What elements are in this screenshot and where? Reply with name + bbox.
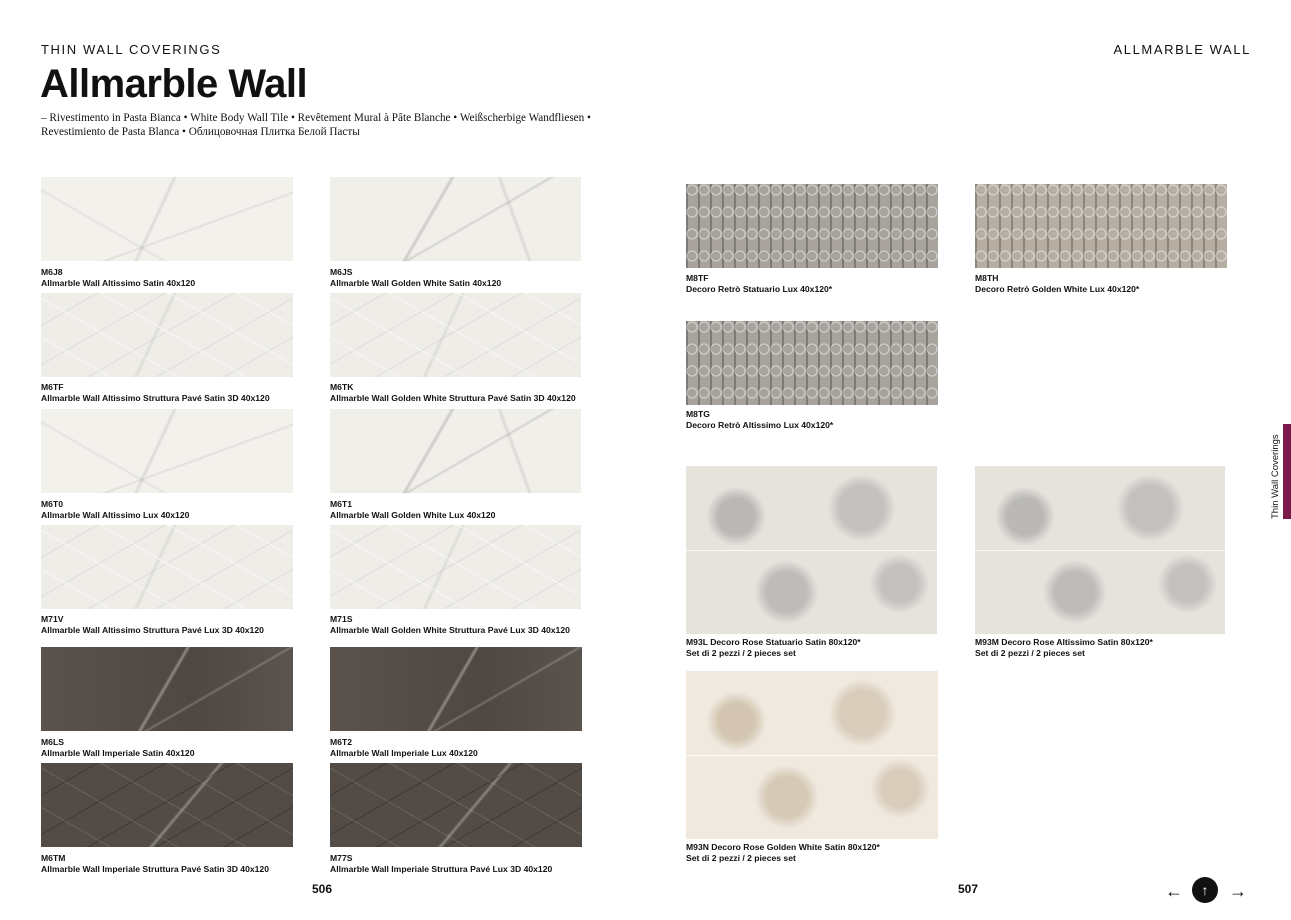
product-label-m6js — [330, 267, 501, 289]
product-name: Allmarble Wall Golden White Struttura Pavé Satin 3D 40x120 — [330, 393, 576, 403]
collection-kicker: ALLMARBLE WALL — [1113, 42, 1251, 57]
tile-seam — [686, 550, 937, 551]
side-tab-label[interactable]: Thin Wall Coverings — [1270, 434, 1281, 519]
product-label-m6j8 — [41, 267, 195, 289]
tile-image-m8th — [975, 184, 1227, 268]
tile-image-m6ls — [41, 647, 293, 731]
product-name: Decoro Retrò Golden White Lux 40x120* — [975, 284, 1140, 294]
tile-image-m6tk — [330, 293, 581, 377]
tile-image-m93m — [975, 466, 1225, 634]
product-name: Allmarble Wall Altissimo Lux 40x120 — [41, 510, 190, 520]
product-name: Set di 2 pezzi / 2 pieces set — [975, 648, 1085, 658]
product-label-m8tg — [686, 409, 833, 431]
product-label-m6t1 — [330, 499, 495, 521]
product-label-m6tf — [41, 382, 270, 404]
product-label-m8tf — [686, 273, 832, 295]
product-name: Allmarble Wall Altissimo Struttura Pavé Satin 3D 40x120 — [41, 393, 270, 403]
product-label-m93l — [686, 637, 861, 659]
product-name: Allmarble Wall Imperiale Lux 40x120 — [330, 748, 478, 758]
product-code: M6LS — [41, 737, 64, 747]
product-code: M6J8 — [41, 267, 63, 277]
tile-image-m6tm — [41, 763, 293, 847]
product-code: M8TF — [686, 273, 709, 283]
arrow-left-icon[interactable]: ← — [1165, 881, 1183, 901]
tile-image-m6js — [330, 177, 581, 261]
product-label-m71s — [330, 614, 570, 636]
product-name: Allmarble Wall Golden White Struttura Pavé Lux 3D 40x120 — [330, 625, 570, 635]
tile-image-m6t1 — [330, 409, 581, 493]
product-code: M71S — [330, 614, 353, 624]
product-name: Decoro Retrò Statuario Lux 40x120* — [686, 284, 833, 294]
product-label-m77s — [330, 853, 552, 875]
product-name: Allmarble Wall Altissimo Satin 40x120 — [41, 278, 196, 288]
product-name: Decoro Retrò Altissimo Lux 40x120* — [686, 420, 834, 430]
tile-image-m8tg — [686, 321, 938, 405]
product-code: M77S — [330, 853, 353, 863]
tile-seam — [686, 755, 938, 756]
tile-image-m6t2 — [330, 647, 582, 731]
product-code: M6T2 — [330, 737, 352, 747]
product-name: Allmarble Wall Altissimo Struttura Pavé Lux 3D 40x120 — [41, 625, 264, 635]
product-label-m6t2 — [330, 737, 478, 759]
product-code: M6TM — [41, 853, 66, 863]
arrow-right-icon[interactable]: → — [1229, 881, 1247, 901]
tile-image-m71v — [41, 525, 293, 609]
product-name: Set di 2 pezzi / 2 pieces set — [686, 648, 796, 658]
page-subtitle: – Rivestimento in Pasta Bianca • White Body Wall Tile • Revêtement Mural à Pâte Blanche • Weißscherbige Wandfliesen • Revestimiento de Pasta Blanca • Облицовочная Плитка Белой Пасты — [41, 112, 591, 138]
product-code: M93M Decoro Rose Altissimo Satin 80x120* — [975, 637, 1153, 647]
section-kicker: THIN WALL COVERINGS — [41, 42, 222, 57]
product-label-m6t0 — [41, 499, 189, 521]
product-label-m6tk — [330, 382, 576, 404]
product-name: Allmarble Wall Golden White Satin 40x120 — [330, 278, 502, 288]
tile-image-m93l — [686, 466, 937, 634]
product-code: M8TG — [686, 409, 710, 419]
product-code: M93N Decoro Rose Golden White Satin 80x120* — [686, 842, 880, 852]
tile-image-m71s — [330, 525, 581, 609]
arrow-up-icon[interactable]: ↑ — [1192, 877, 1218, 903]
product-code: M71V — [41, 614, 64, 624]
product-name: Allmarble Wall Imperiale Satin 40x120 — [41, 748, 195, 758]
product-name: Allmarble Wall Imperiale Struttura Pavé Lux 3D 40x120 — [330, 864, 553, 874]
tile-image-m6tf — [41, 293, 293, 377]
product-code: M6T1 — [330, 499, 352, 509]
page-number-right: 507 — [958, 882, 979, 896]
product-label-m71v — [41, 614, 264, 636]
tile-seam — [975, 550, 1225, 551]
tile-image-m6j8 — [41, 177, 293, 261]
product-code: M6TF — [41, 382, 64, 392]
product-name: Allmarble Wall Imperiale Struttura Pavé Satin 3D 40x120 — [41, 864, 269, 874]
product-label-m93m — [975, 637, 1153, 659]
page-number-left: 506 — [312, 882, 333, 896]
product-label-m8th — [975, 273, 1139, 295]
product-code: M6T0 — [41, 499, 63, 509]
tile-image-m93n — [686, 671, 938, 839]
page-title: Allmarble Wall — [40, 62, 308, 106]
tile-image-m6t0 — [41, 409, 293, 493]
product-label-m6tm — [41, 853, 269, 875]
product-label-m6ls — [41, 737, 194, 759]
tile-image-m8tf — [686, 184, 938, 268]
product-name: Allmarble Wall Golden White Lux 40x120 — [330, 510, 496, 520]
side-tab-marker[interactable] — [1283, 424, 1291, 519]
tile-image-m77s — [330, 763, 582, 847]
product-code: M8TH — [975, 273, 999, 283]
product-name: Set di 2 pezzi / 2 pieces set — [686, 853, 796, 863]
product-code: M6TK — [330, 382, 354, 392]
product-code: M6JS — [330, 267, 353, 277]
product-code: M93L Decoro Rose Statuario Satin 80x120* — [686, 637, 861, 647]
product-label-m93n — [686, 842, 880, 864]
